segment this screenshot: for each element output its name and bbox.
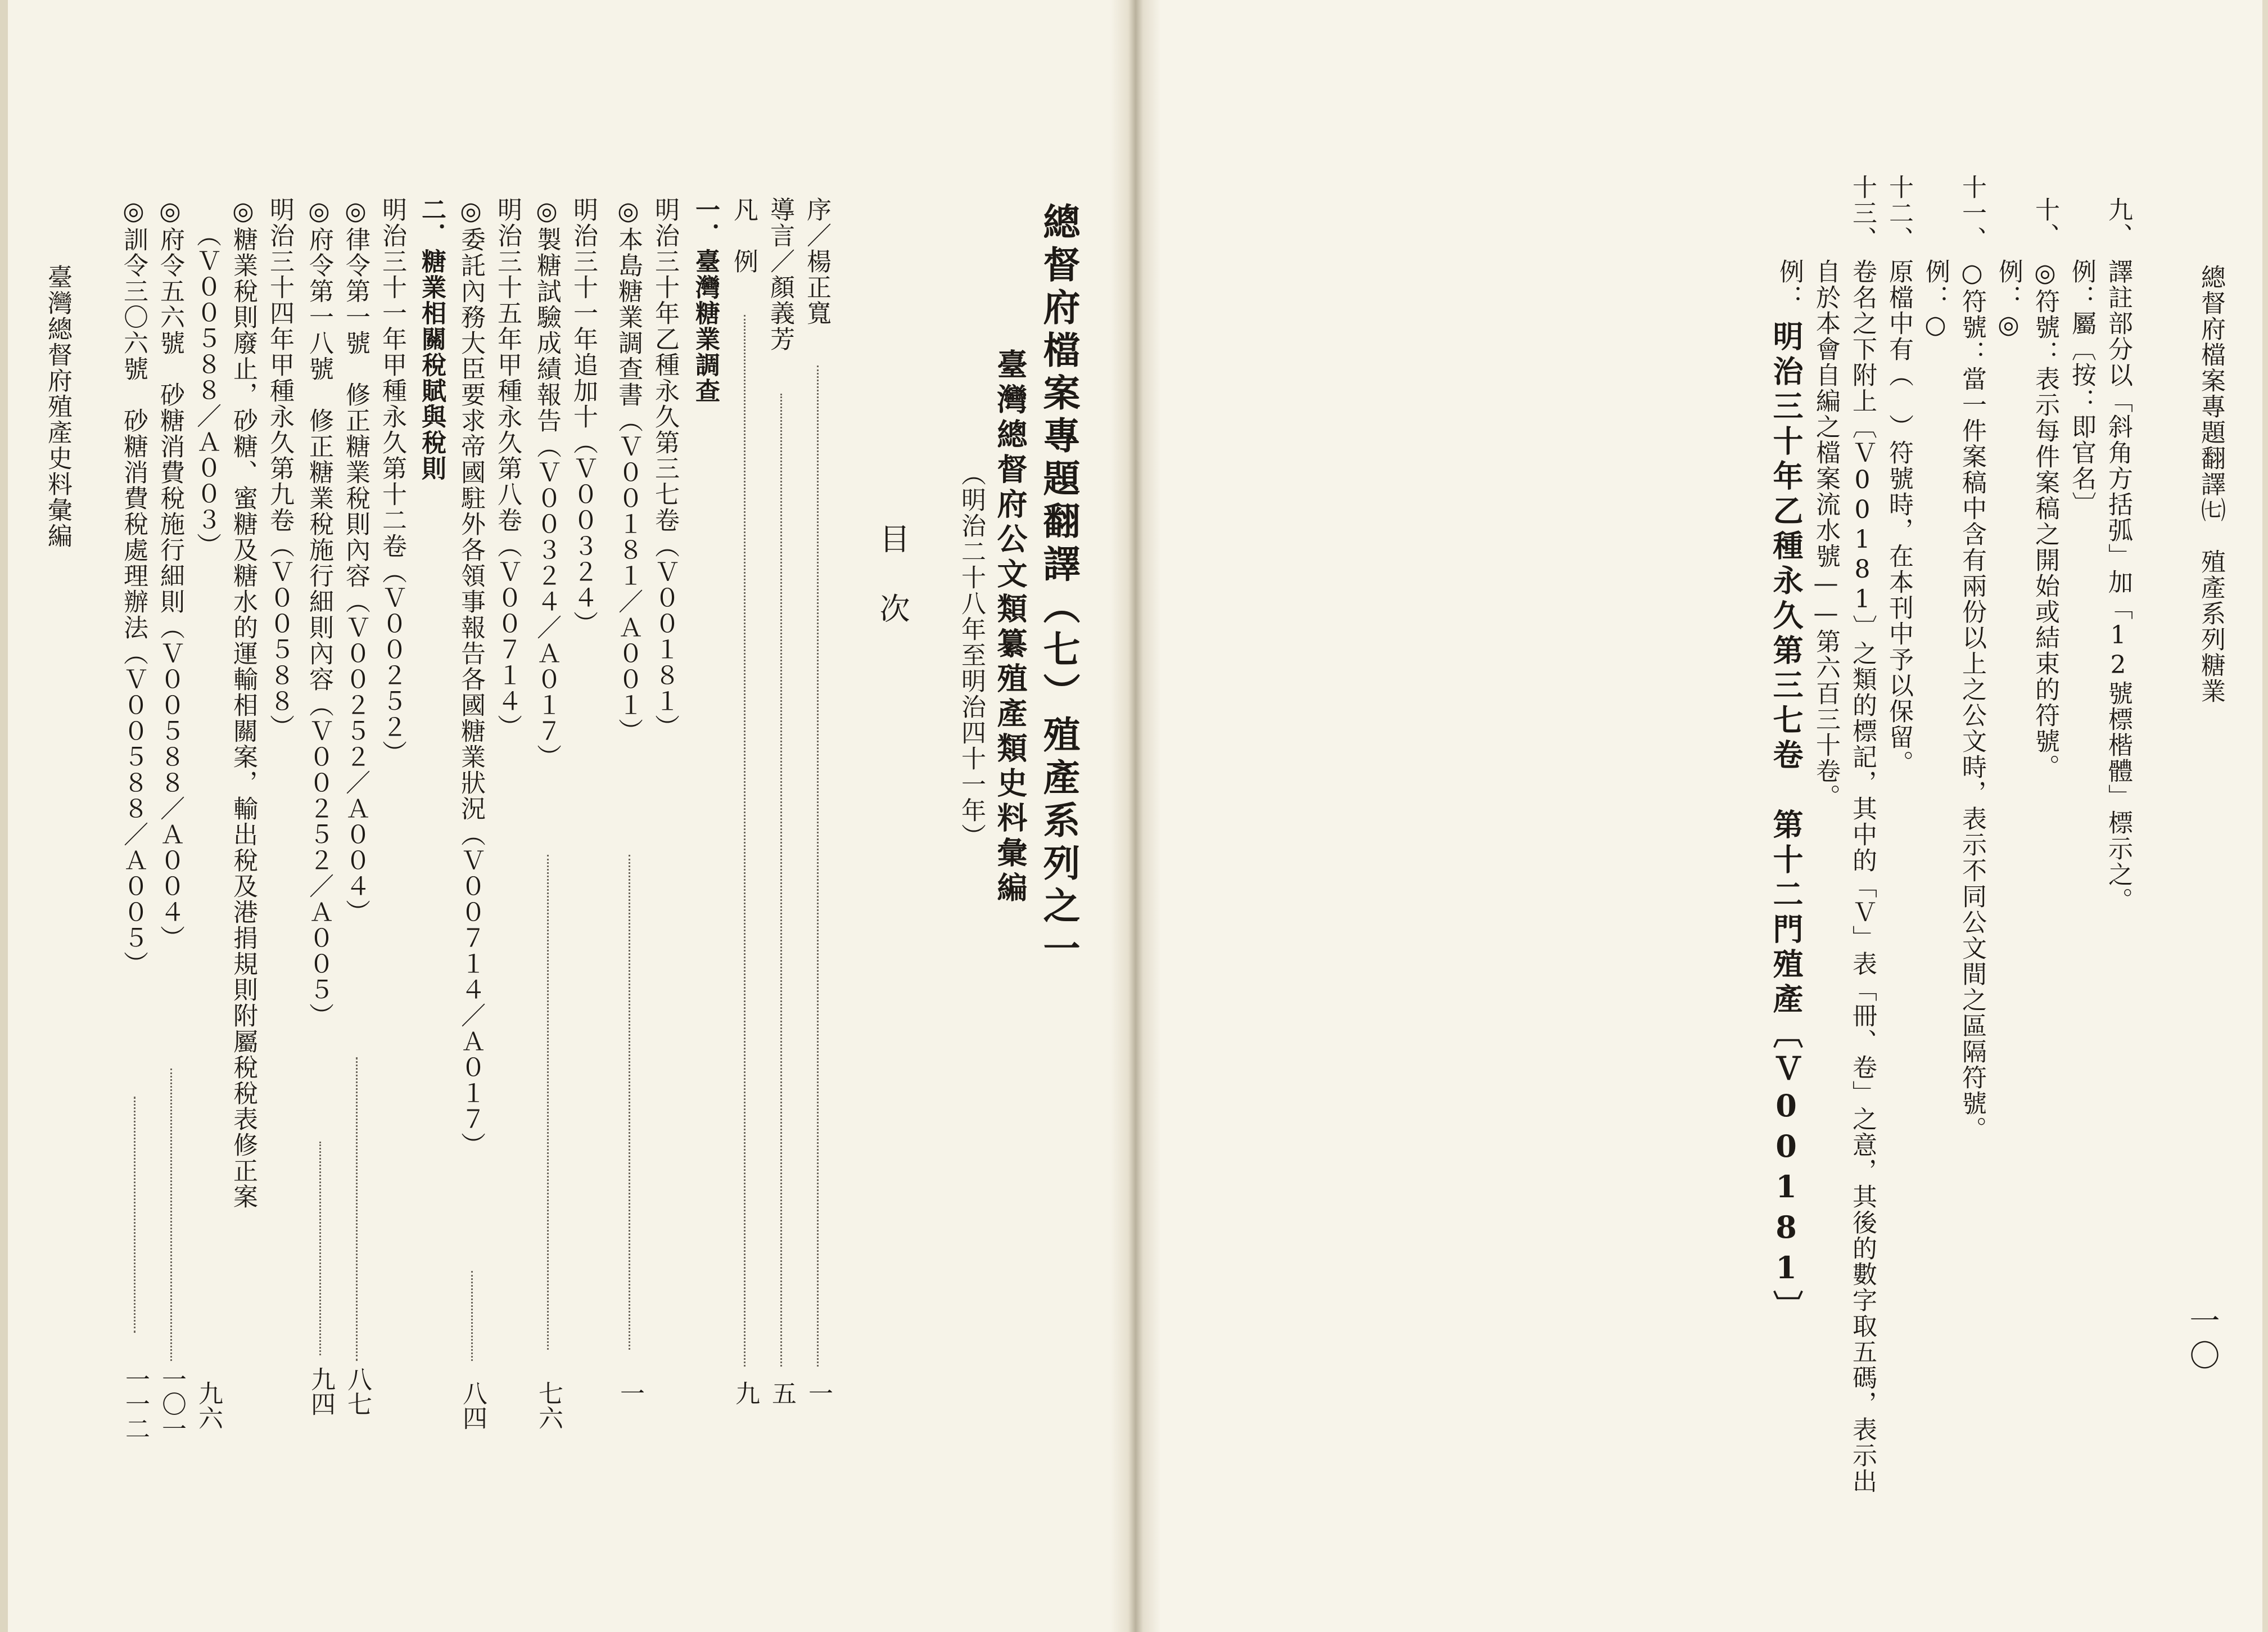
toc-volume-line: 明治三十四年甲種永久第九卷（Ｖ００５８８） xyxy=(265,197,294,740)
item-11-number: 十一、 xyxy=(1958,174,1986,252)
toc-page-number: 五 xyxy=(767,1381,796,1405)
toc-leader xyxy=(319,1142,321,1355)
book-title: 總督府檔案專題翻譯（七）殖產系列之一 xyxy=(1037,202,1081,972)
item-11-line-1: ○符號：當一件案稿中含有兩份以上之公文時，表示不同公文間之區隔符號。 xyxy=(1958,259,1986,1142)
toc-leader xyxy=(134,1097,135,1333)
item-11-line-2: 例：○ xyxy=(1921,259,1950,340)
toc-leader xyxy=(356,1057,358,1361)
toc-entry-preface[interactable]: 序／楊正寬 xyxy=(802,197,831,326)
toc-entry[interactable]: ◎本島糖業調查書（Ｖ００１８１／Ａ００１） xyxy=(614,197,643,744)
toc-entry[interactable]: ◎府令第一八號 修正糖業稅施行細則內容（Ｖ００２５２／Ａ００５） xyxy=(305,197,333,1029)
toc-page-number: 一 xyxy=(804,1381,833,1405)
toc-leader xyxy=(471,1271,473,1361)
footer-running-title: 臺灣總督府殖產史料彙編 xyxy=(43,264,72,549)
toc-entry[interactable]: ◎委託內務大臣要求帝國駐外各領事報告各國糖業狀況（Ｖ００７１４／Ａ０１７） xyxy=(457,197,485,1158)
running-title: 總督府檔案專題翻譯㈦ 殖產系列糖業 xyxy=(2197,264,2225,704)
toc-page-number: 一 xyxy=(616,1381,644,1405)
toc-section-2[interactable]: 二．糖業相關稅賦與稅則 xyxy=(417,197,446,481)
item-10-line-2: 例：◎ xyxy=(1994,259,2023,340)
toc-entry[interactable]: ◎訓令三〇六號 砂糖消費稅處理辦法（Ｖ００５８８／Ａ００５） xyxy=(119,197,148,977)
toc-leader xyxy=(547,855,549,1350)
item-13-line-2: 自於本會自編之檔案流水號——第六百三十卷。 xyxy=(1811,259,1840,810)
toc-volume-line: 明治三十一年甲種永久第十二卷（Ｖ００２５２） xyxy=(378,197,406,766)
toc-entry-notes[interactable]: 凡 例 xyxy=(729,197,758,274)
book-gutter xyxy=(1110,0,1161,1632)
toc-page-number: 九 xyxy=(731,1381,760,1405)
item-9-number: 九、 xyxy=(2104,197,2133,249)
item-9-line-1: 譯註部分以「斜角方括弧」加「12號標楷體」標示之。 xyxy=(2104,259,2133,913)
example-label: 例： xyxy=(1775,259,1804,310)
toc-entry[interactable]: ◎律令第一號 修正糖業稅則內容（Ｖ００２５２／Ａ００４） xyxy=(341,197,370,925)
toc-page-number: 八七 xyxy=(343,1367,372,1416)
page-edge-left xyxy=(0,0,8,1632)
toc-volume-line: 明治三十五年甲種永久第八卷（Ｖ００７１４） xyxy=(493,197,522,740)
page-edge-right xyxy=(2262,0,2268,1632)
item-9-line-2: 例：屬〔按：即官名〕 xyxy=(2067,259,2096,517)
item-10-number: 十、 xyxy=(2031,197,2059,249)
toc-page-number: 八四 xyxy=(458,1381,487,1430)
subtitle: 臺灣總督府公文類纂殖產類史料彙編 xyxy=(992,349,1028,907)
toc-leader xyxy=(170,1069,172,1361)
date-range: （明治二十八年至明治四十一年） xyxy=(957,461,986,849)
toc-page-number: 一一二 xyxy=(121,1367,150,1441)
toc-volume-line: 明治三十年乙種永久第三七卷（Ｖ００１８１） xyxy=(650,197,679,740)
toc-entry-continuation[interactable]: （Ｖ００５８８／Ａ００３） xyxy=(192,222,221,558)
item-13-number: 十三、 xyxy=(1848,174,1877,252)
page-number: 一〇 xyxy=(2185,1305,2220,1374)
item-12-number: 十二、 xyxy=(1885,174,1913,252)
toc-section-1[interactable]: 一．臺灣糖業調查 xyxy=(691,197,720,404)
toc-entry[interactable]: ◎糖業稅則廢止，砂糖、蜜糖及糖水的運輸相關案，輸出稅及港捐規則附屬稅稅表修正案 xyxy=(229,197,257,1210)
toc-page-number: 九六 xyxy=(194,1381,223,1430)
toc-heading: 目 次 xyxy=(875,523,910,628)
item-13-line-1: 卷名之下附上〔Ｖ00181〕之類的標記，其中的「Ｖ」表「冊、卷」之意，其後的數字取五碼，表示出 xyxy=(1848,259,1877,1494)
toc-leader xyxy=(629,855,630,1350)
toc-page-number: 七六 xyxy=(534,1381,563,1430)
toc-leader xyxy=(817,366,819,1367)
toc-page-number: 一〇一 xyxy=(157,1367,186,1441)
right-page xyxy=(1147,0,2268,1632)
toc-volume-line: 明治三十一年追加十（Ｖ００３２４） xyxy=(569,197,598,637)
toc-entry[interactable]: ◎府令五六號 砂糖消費稅施行細則（Ｖ００５８８／Ａ００４） xyxy=(156,197,184,951)
toc-entry[interactable]: ◎製糖試驗成績報告（Ｖ００３２４／Ａ０１７） xyxy=(532,197,561,770)
toc-entry-introduction[interactable]: 導言／顏義芳 xyxy=(766,197,794,352)
toc-leader xyxy=(744,315,746,1367)
item-10-line-1: ◎符號：表示每件案稿之開始或結束的符號。 xyxy=(2031,259,2059,780)
example-text: 明治三十年乙種永久第三七卷 第十二門殖產〔Ｖ00181〕 xyxy=(1768,321,1804,1325)
toc-leader xyxy=(780,394,782,1367)
item-12-line-1: 原檔中有（ ）符號時，在本刊中予以保留。 xyxy=(1885,259,1913,776)
toc-page-number: 九四 xyxy=(306,1367,335,1416)
